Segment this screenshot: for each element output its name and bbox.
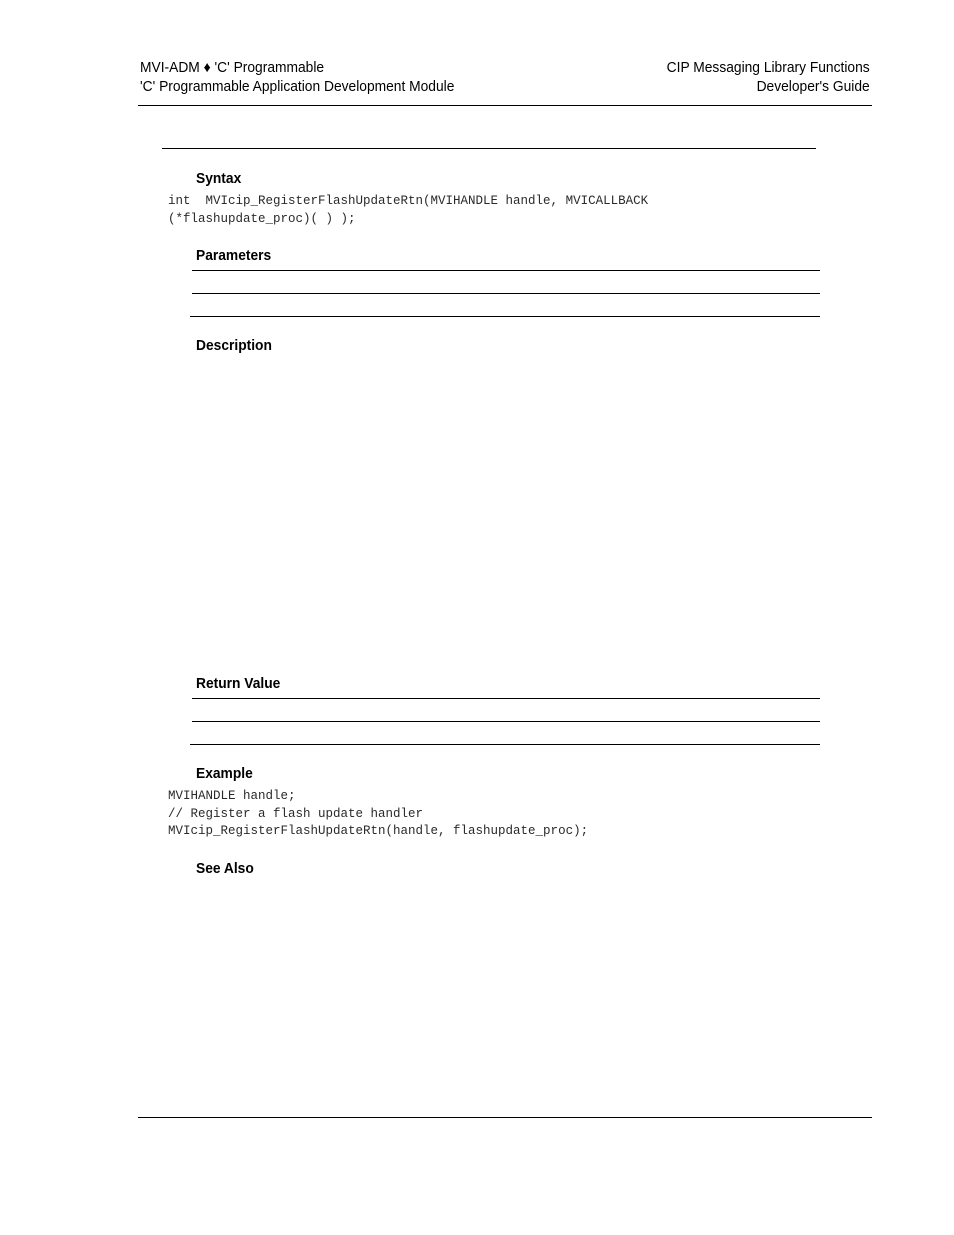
description-heading: Description (196, 337, 272, 354)
document-title: Developer's Guide (756, 78, 870, 95)
syntax-code-line: (*flashupdate_proc)( ) ); (168, 211, 356, 226)
return-value-heading: Return Value (196, 675, 281, 692)
syntax-code-line: int MVIcip_RegisterFlashUpdateRtn(MVIHANDLE handle, MVICALLBACK (168, 194, 649, 208)
parameters-table-rule (192, 270, 820, 271)
header-rule (138, 105, 872, 106)
example-code-line: MVIHANDLE handle; (168, 789, 296, 803)
parameters-table-rule (190, 316, 820, 317)
parameters-table-rule (192, 293, 820, 294)
footer-rule (138, 1117, 872, 1118)
return-value-table-rule (192, 721, 820, 722)
return-value-table-rule (192, 698, 820, 699)
parameters-heading: Parameters (196, 247, 272, 264)
chapter-title: CIP Messaging Library Functions (666, 59, 870, 76)
return-value-table-rule (190, 744, 820, 745)
example-code (168, 788, 588, 841)
syntax-heading: Syntax (196, 170, 242, 187)
see-also-heading: See Also (196, 860, 254, 877)
function-title-rule (162, 148, 816, 149)
running-header-left (140, 58, 454, 96)
product-name: MVI-ADM ♦ 'C' Programmable (140, 59, 325, 76)
running-header-right (667, 58, 870, 96)
example-heading: Example (196, 765, 253, 782)
example-code-line: // Register a flash update handler (168, 806, 424, 821)
example-code-line: MVIcip_RegisterFlashUpdateRtn(handle, flashupdate_proc); (168, 824, 589, 838)
product-description: 'C' Programmable Application Development Module (140, 78, 455, 95)
syntax-code (168, 193, 648, 228)
